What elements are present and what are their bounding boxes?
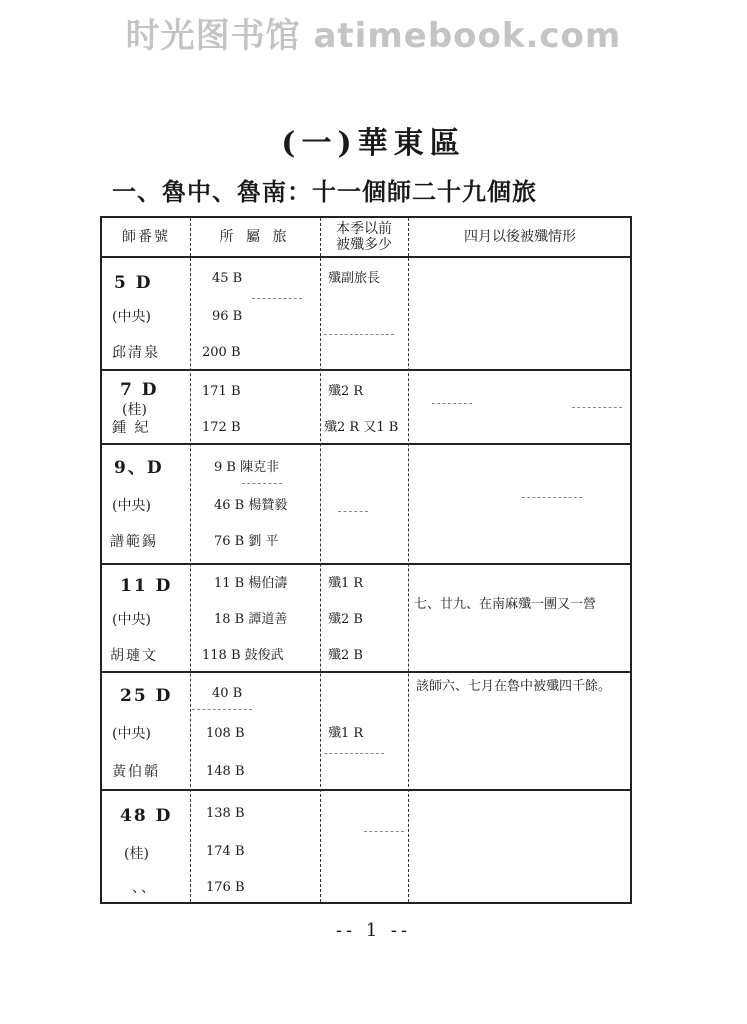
brigade: 138 B <box>206 806 245 821</box>
division-commander: 胡璉文 <box>110 648 158 664</box>
after-april-status: 該師六、七月在魯中被殲四千餘。 <box>416 679 612 694</box>
brigade: 148 B <box>206 764 245 779</box>
header-prior-losses: 本季以前 被殲多少 <box>336 221 392 253</box>
division-affiliation: (中央) <box>112 726 151 742</box>
division-code: 7 D <box>120 380 159 400</box>
subsection-title: 一、魯中、魯南：十一個師二十九個旅 <box>112 177 537 206</box>
prior-loss: 殲1 R <box>328 576 364 591</box>
prior-loss: 殲2 B <box>328 612 363 627</box>
division-affiliation: (中央) <box>112 612 151 628</box>
division-code: 11 D <box>120 576 173 596</box>
division-commander: 譜範錫 <box>110 534 158 550</box>
header-after-april: 四月以後被殲情形 <box>464 229 576 245</box>
header-division: 師番號 <box>122 229 170 245</box>
prior-loss: 殲2 R <box>328 384 364 399</box>
division-code: 25 D <box>120 686 173 706</box>
table-row <box>102 791 630 904</box>
prior-loss: 殲1 R <box>328 726 364 741</box>
brigade: 46 B 楊贊毅 <box>214 498 288 513</box>
column-divider <box>408 218 409 902</box>
division-affiliation: (桂) <box>122 402 147 418</box>
table-row <box>102 565 630 673</box>
division-commander: 黃伯韜 <box>112 764 160 780</box>
table-row <box>102 445 630 565</box>
division-code: 48 D <box>120 806 173 826</box>
brigade: 9 B 陳克非 <box>214 460 280 475</box>
division-commander: 邱清泉 <box>112 345 160 361</box>
brigade: 40 B <box>212 686 243 701</box>
section-title: (一)華東區 <box>281 126 466 161</box>
division-table <box>100 216 632 904</box>
brigade: 200 B <box>202 345 241 360</box>
table-row <box>102 256 630 371</box>
header-brigades: 所 屬 旅 <box>219 229 291 245</box>
division-affiliation: (桂) <box>124 846 149 862</box>
prior-loss: 殲2 B <box>328 648 363 663</box>
brigade: 45 B <box>212 271 243 286</box>
table-row <box>102 371 630 445</box>
after-april-status: 七、廿九、在南麻殲一團又一營 <box>414 597 597 612</box>
division-commander: 、、 <box>132 880 157 896</box>
division-commander: 鍾 紀 <box>112 420 151 436</box>
division-affiliation: (中央) <box>112 309 151 325</box>
watermark: 时光图书馆 atimebook.com <box>125 16 622 56</box>
prior-loss: 殲2 R 又1 B <box>324 420 399 435</box>
division-code: 9、D <box>114 458 164 478</box>
table-header <box>102 218 630 258</box>
brigade: 18 B 譚道善 <box>214 612 288 627</box>
table-row <box>102 673 630 791</box>
page-number: -- 1 -- <box>335 920 412 941</box>
brigade: 176 B <box>206 880 245 895</box>
division-code: 5 D <box>114 273 153 293</box>
brigade: 171 B <box>202 384 241 399</box>
division-affiliation: (中央) <box>112 498 151 514</box>
brigade: 76 B 劉 平 <box>214 534 279 549</box>
brigade: 108 B <box>206 726 245 741</box>
brigade: 118 B 鼓俊武 <box>202 648 284 663</box>
brigade: 96 B <box>212 309 243 324</box>
brigade: 11 B 楊伯濤 <box>214 576 288 591</box>
column-divider <box>320 218 321 902</box>
brigade: 172 B <box>202 420 241 435</box>
prior-loss: 殲副旅長 <box>328 271 381 286</box>
brigade: 174 B <box>206 844 245 859</box>
column-divider <box>190 218 191 902</box>
